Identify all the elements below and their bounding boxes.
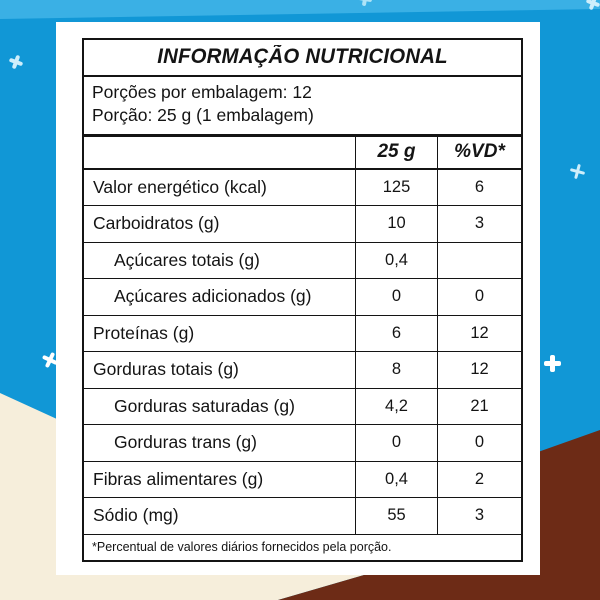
- dv-value: 3: [437, 498, 521, 534]
- table-row: [84, 316, 521, 353]
- table-row: [84, 352, 521, 389]
- nutrition-table: [82, 38, 523, 562]
- nutrient-label: Gorduras saturadas (g): [114, 395, 295, 416]
- table-row: [84, 243, 521, 280]
- sparkle-plus-icon: [584, 0, 600, 12]
- table-row: [84, 425, 521, 462]
- table-row: [84, 170, 521, 207]
- dv-value: 0: [437, 279, 521, 315]
- dv-value: 21: [437, 389, 521, 425]
- amount-value: 55: [355, 498, 437, 534]
- nutrient-label: Valor energético (kcal): [93, 176, 267, 197]
- amount-value: 0: [355, 279, 437, 315]
- amount-value: 8: [355, 352, 437, 388]
- amount-value: 10: [355, 206, 437, 242]
- table-row: [84, 389, 521, 426]
- amount-value: 0,4: [355, 243, 437, 279]
- table-header-row: [84, 137, 521, 170]
- table-row: [84, 279, 521, 316]
- table-row: [84, 498, 521, 535]
- dv-value: 3: [437, 206, 521, 242]
- nutrient-label: Açúcares totais (g): [114, 249, 260, 270]
- footnote: *Percentual de valores diários fornecidos pela porção.: [92, 539, 392, 554]
- sparkle-plus-icon: [568, 162, 586, 180]
- dv-value: [437, 243, 521, 279]
- nutrient-label: Açúcares adicionados (g): [114, 286, 312, 307]
- dv-value: 6: [437, 170, 521, 206]
- amount-value: 125: [355, 170, 437, 206]
- serving-size: Porção: 25 g (1 embalagem): [92, 105, 314, 126]
- nutrient-label: Fibras alimentares (g): [93, 468, 264, 489]
- nutrient-label: Gorduras totais (g): [93, 359, 239, 380]
- nutrient-label: Proteínas (g): [93, 322, 195, 343]
- amount-value: 0,4: [355, 462, 437, 498]
- page-title: INFORMAÇÃO NUTRICIONAL: [157, 45, 448, 68]
- dv-value: 2: [437, 462, 521, 498]
- sparkle-plus-icon: [544, 355, 561, 372]
- dv-value: 12: [437, 316, 521, 352]
- nutrition-title-box: [84, 40, 521, 77]
- nutrition-label-card: [56, 22, 540, 575]
- column-header-dv: %VD*: [437, 137, 521, 168]
- amount-value: 6: [355, 316, 437, 352]
- nutrient-label: Sódio (mg): [93, 505, 179, 526]
- servings-per-package: Porções por embalagem: 12: [92, 82, 312, 102]
- nutrient-label: Carboidratos (g): [93, 213, 220, 234]
- amount-value: 0: [355, 425, 437, 461]
- servings-box: [84, 77, 521, 137]
- table-row: [84, 462, 521, 499]
- dv-value: 0: [437, 425, 521, 461]
- sparkle-plus-icon: [7, 53, 25, 71]
- dv-value: 12: [437, 352, 521, 388]
- nutrient-label: Gorduras trans (g): [114, 432, 257, 453]
- table-row: [84, 206, 521, 243]
- column-header-amount: 25 g: [355, 137, 437, 168]
- amount-value: 4,2: [355, 389, 437, 425]
